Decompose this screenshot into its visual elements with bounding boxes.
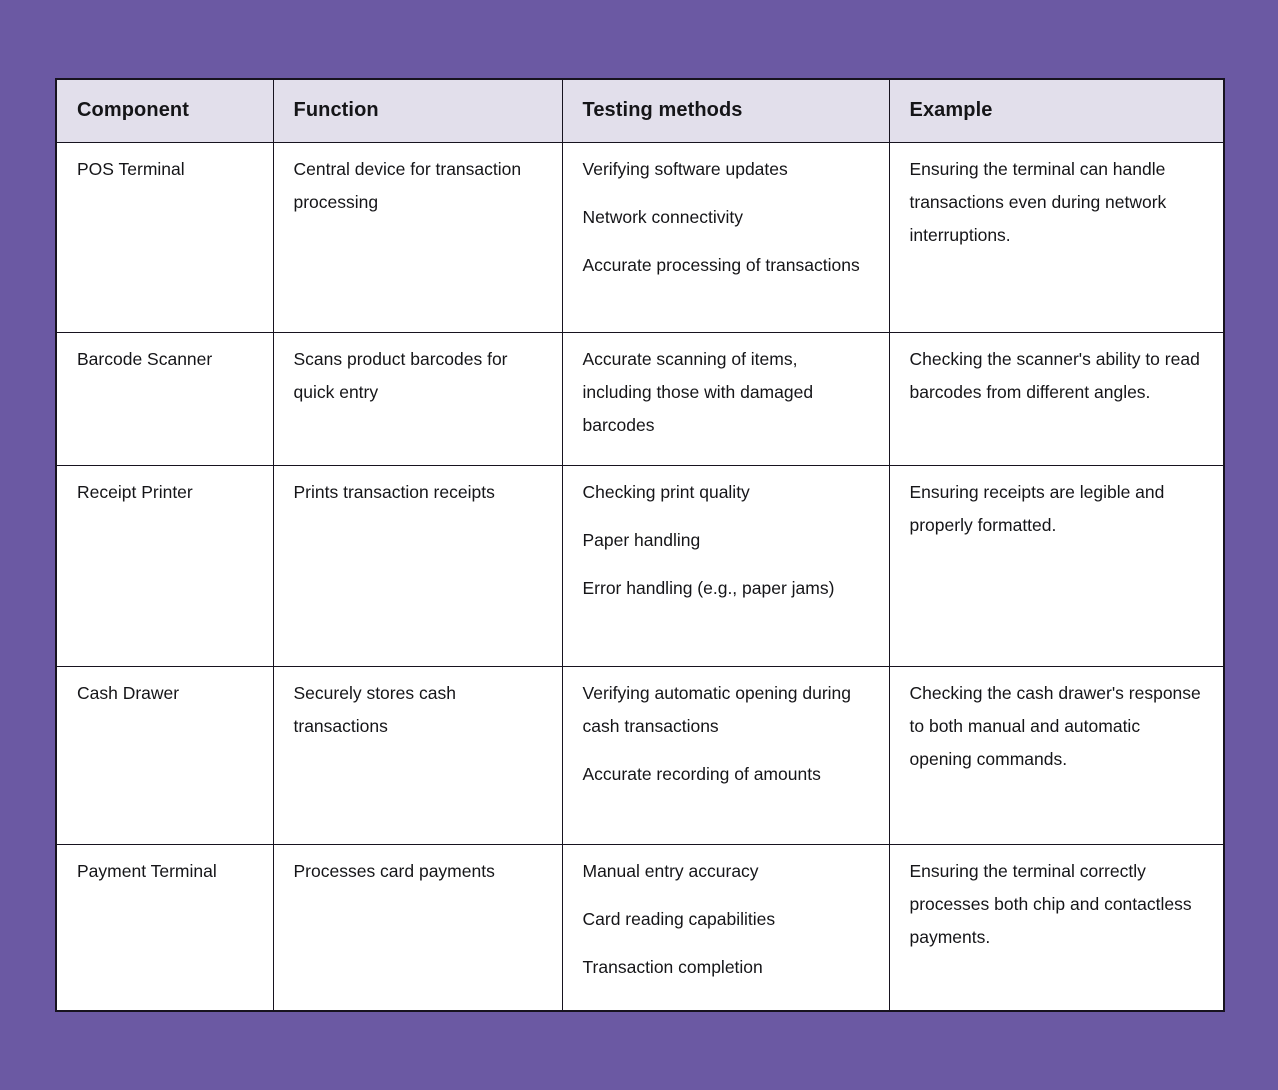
cell-function: [273, 142, 562, 332]
cell-component: [56, 142, 273, 332]
cell-testing-methods: [562, 844, 889, 1011]
cell-paragraph: POS Terminal: [77, 158, 185, 179]
cell-example: [889, 465, 1224, 666]
table-body: [56, 142, 1224, 1011]
cell-example: [889, 142, 1224, 332]
cell-function: [273, 465, 562, 666]
cell-paragraph: Checking the scanner's ability to read barcodes from different angles.: [909, 348, 1200, 402]
cell-paragraph: Network connectivity: [582, 206, 743, 227]
cell-paragraph: Barcode Scanner: [77, 348, 213, 369]
cell-function: [273, 332, 562, 465]
cell-paragraph: Checking the cash drawer's response to both manual and automatic opening commands.: [909, 682, 1201, 769]
table-row: [56, 844, 1224, 1011]
cell-function: [273, 666, 562, 844]
cell-paragraph: Ensuring receipts are legible and properly formatted.: [909, 481, 1165, 535]
column-header-component: Component: [56, 79, 273, 142]
cell-paragraph: Securely stores cash transactions: [293, 682, 456, 736]
cell-paragraph: Card reading capabilities: [582, 908, 776, 929]
cell-function: [273, 844, 562, 1011]
cell-paragraph: Manual entry accuracy: [582, 860, 759, 881]
column-header-function: Function: [273, 79, 562, 142]
cell-paragraph: Accurate processing of transactions: [582, 254, 860, 275]
cell-component: [56, 465, 273, 666]
cell-paragraph: Central device for transaction processing: [293, 158, 522, 212]
cell-example: [889, 666, 1224, 844]
cell-paragraph: Transaction completion: [582, 956, 763, 977]
components-testing-table-container: [55, 78, 1223, 1012]
cell-paragraph: Prints transaction receipts: [293, 481, 495, 502]
table-row: [56, 666, 1224, 844]
cell-paragraph: Ensuring the terminal can handle transactions even during network interruptions.: [909, 158, 1167, 245]
cell-testing-methods: [562, 465, 889, 666]
cell-component: [56, 332, 273, 465]
cell-paragraph: Error handling (e.g., paper jams): [582, 577, 835, 598]
cell-testing-methods: [562, 332, 889, 465]
cell-paragraph: Checking print quality: [582, 481, 750, 502]
cell-example: [889, 844, 1224, 1011]
table-header: [56, 79, 1224, 142]
table-row: [56, 142, 1224, 332]
table-row: [56, 332, 1224, 465]
cell-paragraph: Paper handling: [582, 529, 701, 550]
cell-example: [889, 332, 1224, 465]
cell-component: [56, 666, 273, 844]
cell-paragraph: Accurate scanning of items, including those with damaged barcodes: [582, 348, 814, 435]
cell-paragraph: Verifying software updates: [582, 158, 788, 179]
column-header-testing-methods: Testing methods: [562, 79, 889, 142]
cell-paragraph: Payment Terminal: [77, 860, 217, 881]
cell-paragraph: Ensuring the terminal correctly processes both chip and contactless payments.: [909, 860, 1192, 947]
cell-paragraph: Processes card payments: [293, 860, 495, 881]
components-testing-table: [55, 78, 1225, 1012]
cell-paragraph: Cash Drawer: [77, 682, 180, 703]
cell-paragraph: Verifying automatic opening during cash transactions: [582, 682, 852, 736]
table-row: [56, 465, 1224, 666]
cell-testing-methods: [562, 142, 889, 332]
cell-paragraph: Accurate recording of amounts: [582, 763, 821, 784]
cell-paragraph: Scans product barcodes for quick entry: [293, 348, 508, 402]
column-header-example: Example: [889, 79, 1224, 142]
cell-testing-methods: [562, 666, 889, 844]
cell-paragraph: Receipt Printer: [77, 481, 193, 502]
cell-component: [56, 844, 273, 1011]
header-row: [56, 79, 1224, 142]
